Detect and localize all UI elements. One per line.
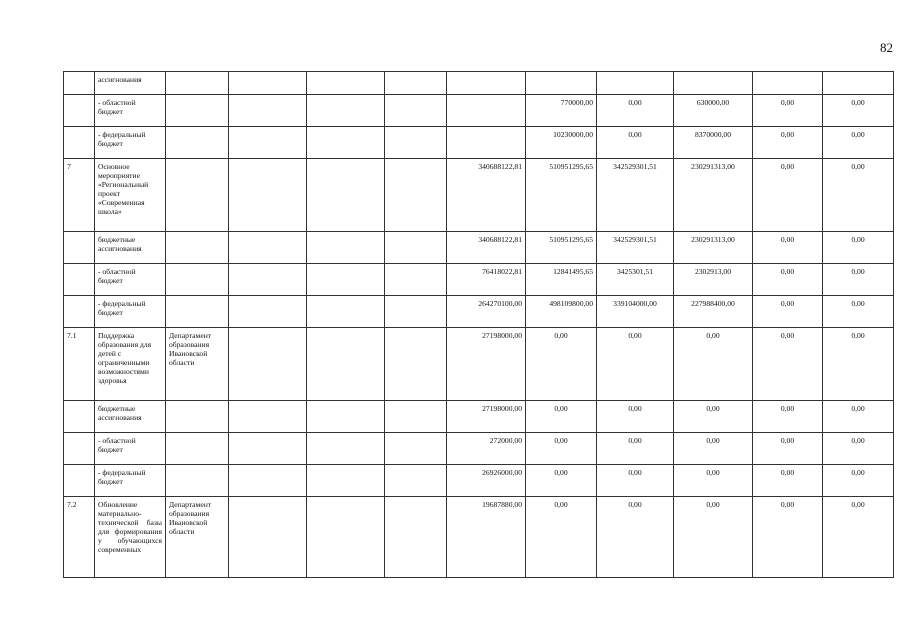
amount-cell: 0,00 xyxy=(823,95,894,127)
amount-cell: 340688122,81 xyxy=(447,159,526,232)
amount-cell: 0,00 xyxy=(597,497,674,578)
amount-cell: 0,00 xyxy=(597,328,674,401)
empty-cell xyxy=(229,328,307,401)
amount-cell xyxy=(823,72,894,95)
amount-cell: 10230000,00 xyxy=(526,127,597,159)
executor-cell xyxy=(166,296,229,328)
amount-cell: 26926000,00 xyxy=(447,465,526,497)
empty-cell xyxy=(229,264,307,296)
amount-cell: 2302913,00 xyxy=(674,264,753,296)
amount-cell: 0,00 xyxy=(753,465,823,497)
empty-cell xyxy=(385,433,447,465)
empty-cell xyxy=(229,127,307,159)
amount-cell xyxy=(447,72,526,95)
empty-cell xyxy=(385,497,447,578)
empty-cell xyxy=(307,95,385,127)
item-name-cell: Поддержка образования для детей с ограниченными возможностями здоровья xyxy=(95,328,166,401)
item-name-cell: - федеральный бюджет xyxy=(95,296,166,328)
empty-cell xyxy=(385,328,447,401)
amount-cell: 0,00 xyxy=(753,497,823,578)
amount-cell: 227988400,00 xyxy=(674,296,753,328)
budget-table xyxy=(63,71,894,578)
amount-cell: 0,00 xyxy=(526,401,597,433)
amount-cell: 0,00 xyxy=(823,296,894,328)
amount-cell: 0,00 xyxy=(597,433,674,465)
amount-cell: 0,00 xyxy=(597,465,674,497)
amount-cell: 76418022,81 xyxy=(447,264,526,296)
item-name-cell: - федеральный бюджет xyxy=(95,465,166,497)
row-number-cell: 7.2 xyxy=(64,497,95,578)
amount-cell: 0,00 xyxy=(753,433,823,465)
amount-cell: 0,00 xyxy=(823,328,894,401)
amount-cell: 0,00 xyxy=(823,232,894,264)
row-number-cell xyxy=(64,401,95,433)
table-row xyxy=(64,72,894,95)
table-row xyxy=(64,127,894,159)
amount-cell xyxy=(447,127,526,159)
amount-cell: 19687880,00 xyxy=(447,497,526,578)
empty-cell xyxy=(307,497,385,578)
empty-cell xyxy=(229,296,307,328)
table-row xyxy=(64,95,894,127)
empty-cell xyxy=(229,159,307,232)
amount-cell: 0,00 xyxy=(823,433,894,465)
empty-cell xyxy=(229,401,307,433)
empty-cell xyxy=(229,497,307,578)
empty-cell xyxy=(385,232,447,264)
amount-cell: 230291313,00 xyxy=(674,232,753,264)
amount-cell: 0,00 xyxy=(823,465,894,497)
amount-cell: 0,00 xyxy=(823,264,894,296)
table-row xyxy=(64,328,894,401)
row-number-cell xyxy=(64,127,95,159)
amount-cell: 0,00 xyxy=(526,433,597,465)
empty-cell xyxy=(385,296,447,328)
empty-cell xyxy=(307,264,385,296)
amount-cell: 0,00 xyxy=(526,497,597,578)
amount-cell: 27198000,00 xyxy=(447,401,526,433)
empty-cell xyxy=(307,159,385,232)
row-number-cell xyxy=(64,95,95,127)
amount-cell: 342529301,51 xyxy=(597,232,674,264)
executor-cell: Департамент образования Ивановской области xyxy=(166,328,229,401)
row-number-cell: 7 xyxy=(64,159,95,232)
amount-cell: 0,00 xyxy=(753,232,823,264)
empty-cell xyxy=(307,328,385,401)
amount-cell: 630000,00 xyxy=(674,95,753,127)
amount-cell xyxy=(526,72,597,95)
amount-cell: 0,00 xyxy=(674,328,753,401)
table-row xyxy=(64,296,894,328)
amount-cell: 264270100,00 xyxy=(447,296,526,328)
amount-cell: 230291313,00 xyxy=(674,159,753,232)
empty-cell xyxy=(385,72,447,95)
empty-cell xyxy=(385,465,447,497)
amount-cell: 0,00 xyxy=(753,95,823,127)
amount-cell: 0,00 xyxy=(674,465,753,497)
empty-cell xyxy=(385,127,447,159)
amount-cell: 0,00 xyxy=(823,159,894,232)
executor-cell xyxy=(166,433,229,465)
empty-cell xyxy=(229,95,307,127)
amount-cell: 0,00 xyxy=(753,328,823,401)
table-row xyxy=(64,264,894,296)
amount-cell: 770000,00 xyxy=(526,95,597,127)
executor-cell xyxy=(166,232,229,264)
amount-cell: 0,00 xyxy=(526,465,597,497)
empty-cell xyxy=(307,127,385,159)
amount-cell: 0,00 xyxy=(753,127,823,159)
empty-cell xyxy=(229,433,307,465)
amount-cell: 0,00 xyxy=(753,159,823,232)
amount-cell: 510951295,65 xyxy=(526,159,597,232)
item-name-cell: ассигнования xyxy=(95,72,166,95)
amount-cell: 0,00 xyxy=(753,296,823,328)
empty-cell xyxy=(307,72,385,95)
amount-cell: 0,00 xyxy=(674,401,753,433)
amount-cell xyxy=(447,95,526,127)
executor-cell xyxy=(166,127,229,159)
row-number-cell xyxy=(64,264,95,296)
executor-cell xyxy=(166,401,229,433)
table-row xyxy=(64,433,894,465)
item-name-cell: - федеральный бюджет xyxy=(95,127,166,159)
empty-cell xyxy=(229,232,307,264)
item-name-cell: - областной бюджет xyxy=(95,264,166,296)
executor-cell xyxy=(166,95,229,127)
amount-cell: 0,00 xyxy=(823,401,894,433)
amount-cell: 339104000,00 xyxy=(597,296,674,328)
empty-cell xyxy=(307,433,385,465)
amount-cell: 0,00 xyxy=(674,497,753,578)
amount-cell xyxy=(753,72,823,95)
item-name-cell: - областной бюджет xyxy=(95,95,166,127)
empty-cell xyxy=(385,95,447,127)
amount-cell: 0,00 xyxy=(526,328,597,401)
row-number-cell xyxy=(64,72,95,95)
amount-cell: 12841495,65 xyxy=(526,264,597,296)
empty-cell xyxy=(307,465,385,497)
executor-cell xyxy=(166,264,229,296)
amount-cell: 0,00 xyxy=(597,127,674,159)
table-row xyxy=(64,401,894,433)
amount-cell: 8370000,00 xyxy=(674,127,753,159)
empty-cell xyxy=(307,401,385,433)
table-row xyxy=(64,497,894,578)
amount-cell: 0,00 xyxy=(823,497,894,578)
table-row xyxy=(64,159,894,232)
amount-cell xyxy=(674,72,753,95)
empty-cell xyxy=(307,296,385,328)
amount-cell: 0,00 xyxy=(597,401,674,433)
table-row xyxy=(64,232,894,264)
page-number: 82 xyxy=(880,40,893,55)
executor-cell: Департамент образования Ивановской области xyxy=(166,497,229,578)
amount-cell: 510951295,65 xyxy=(526,232,597,264)
item-name-cell: Основное мероприятие «Региональный проект «Современная школа» xyxy=(95,159,166,232)
executor-cell xyxy=(166,465,229,497)
amount-cell xyxy=(597,72,674,95)
row-number-cell xyxy=(64,465,95,497)
amount-cell: 342529301,51 xyxy=(597,159,674,232)
amount-cell: 0,00 xyxy=(823,127,894,159)
table-row xyxy=(64,465,894,497)
amount-cell: 0,00 xyxy=(753,401,823,433)
empty-cell xyxy=(385,401,447,433)
row-number-cell xyxy=(64,433,95,465)
amount-cell: 3425301,51 xyxy=(597,264,674,296)
row-number-cell: 7.1 xyxy=(64,328,95,401)
item-name-cell: бюджетные ассигнования xyxy=(95,232,166,264)
empty-cell xyxy=(229,465,307,497)
amount-cell: 498109800,00 xyxy=(526,296,597,328)
amount-cell: 0,00 xyxy=(674,433,753,465)
item-name-cell: бюджетные ассигнования xyxy=(95,401,166,433)
row-number-cell xyxy=(64,296,95,328)
empty-cell xyxy=(307,232,385,264)
amount-cell: 27198000,00 xyxy=(447,328,526,401)
executor-cell xyxy=(166,159,229,232)
row-number-cell xyxy=(64,232,95,264)
amount-cell: 272000,00 xyxy=(447,433,526,465)
amount-cell: 340688122,81 xyxy=(447,232,526,264)
empty-cell xyxy=(385,159,447,232)
amount-cell: 0,00 xyxy=(597,95,674,127)
empty-cell xyxy=(385,264,447,296)
empty-cell xyxy=(229,72,307,95)
amount-cell: 0,00 xyxy=(753,264,823,296)
item-name-cell: Обновление материально-технической базы для формирования у обучающихся современных xyxy=(95,497,166,578)
executor-cell xyxy=(166,72,229,95)
item-name-cell: - областной бюджет xyxy=(95,433,166,465)
